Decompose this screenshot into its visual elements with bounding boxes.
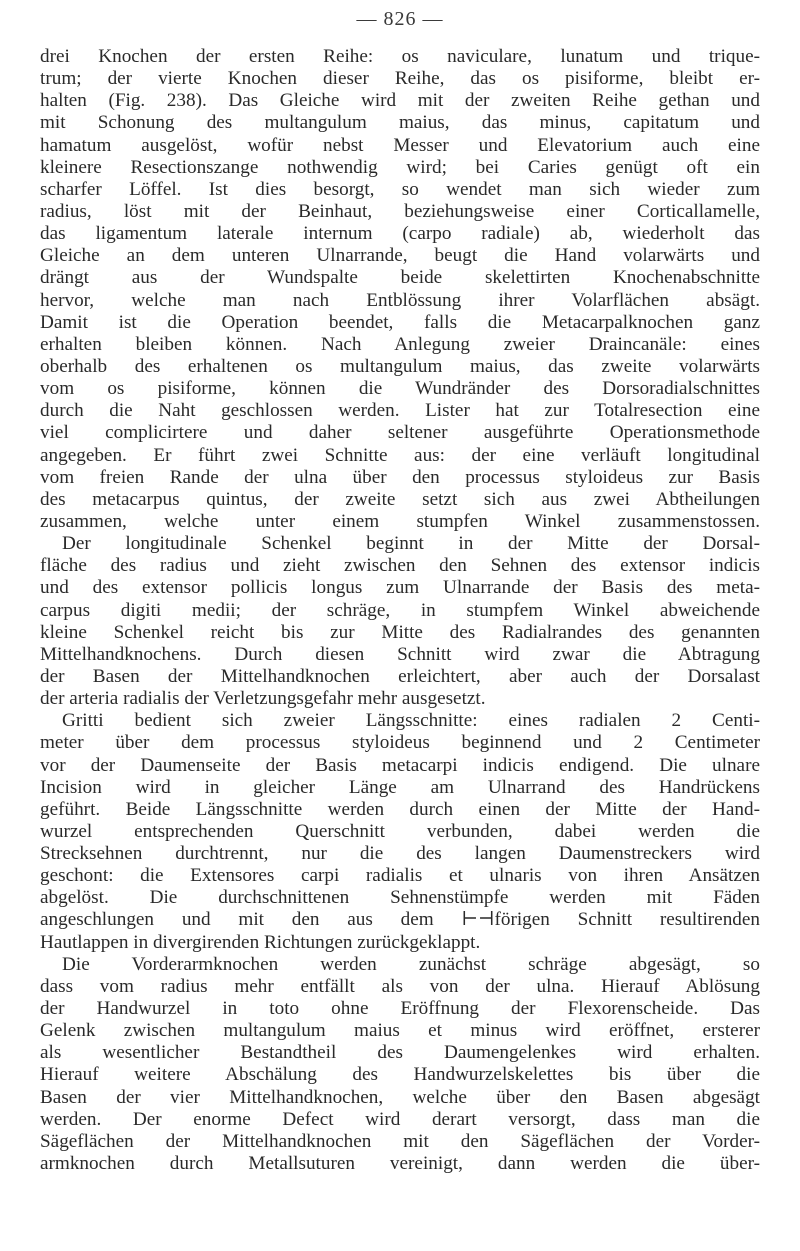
text-line: Hautlappen in divergirenden Richtungen zurückgeklappt. — [40, 931, 481, 953]
text-line: geschont: die Extensores carpi radialis et ulnaris von ihren Ansätzen — [40, 865, 760, 887]
text-line: kleinere Resectionszange nothwendig wird; bei Caries genügt oft ein — [40, 156, 760, 178]
text-line: als wesentlicher Bestandtheil des Daumengelenkes wird erhalten. — [40, 1042, 760, 1064]
text-line: vom freien Rande der ulna über den processus styloideus zur Basis — [40, 466, 760, 488]
text-line: des metacarpus quintus, der zweite setzt sich aus zwei Abtheilungen — [40, 488, 760, 510]
text-line: mit Schonung des multangulum maius, das minus, capitatum und — [40, 112, 760, 134]
text-line: und des extensor pollicis longus zum Ulnarrande der Basis des meta- — [40, 577, 760, 599]
text-line: Der longitudinale Schenkel beginnt in der Mitte der Dorsal- — [62, 533, 760, 555]
text-line: Damit ist die Operation beendet, falls die Metacarpalknochen ganz — [40, 311, 760, 333]
text-line: angegeben. Er führt zwei Schnitte aus: der eine verläuft longitudinal — [40, 444, 760, 466]
text-line: trum; der vierte Knochen dieser Reihe, das os pisiforme, bleibt er- — [40, 68, 760, 90]
text-line: Hierauf weitere Abschälung des Handwurzelskelettes bis über die — [40, 1064, 760, 1086]
text-line: Gelenk zwischen multangulum maius et minus wird eröffnet, ersterer — [40, 1020, 760, 1042]
body-text — [40, 46, 760, 1175]
text-line: durch die Naht geschlossen werden. Lister hat zur Totalresection eine — [40, 400, 760, 422]
text-line: der Basen der Mittelhandknochen erleichtert, aber auch der Dorsalast — [40, 665, 760, 687]
text-line: oberhalb des erhaltenen os multangulum maius, das zweite volarwärts — [40, 355, 760, 377]
text-line: Strecksehnen durchtrennt, nur die des langen Daumenstreckers wird — [40, 843, 760, 865]
text-line: radius, löst mit der Beinhaut, beziehungsweise einer Corticallamelle, — [40, 200, 760, 222]
text-line: Sägeflächen der Mittelhandknochen mit den Sägeflächen der Vorder- — [40, 1130, 760, 1152]
text-line: fläche des radius und zieht zwischen den Sehnen des extensor indicis — [40, 555, 760, 577]
text-line: abgelöst. Die durchschnittenen Sehnenstümpfe werden mit Fäden — [40, 887, 760, 909]
text-line: carpus digiti medii; der schräge, in stumpfem Winkel abweichende — [40, 599, 760, 621]
text-line: der Handwurzel in toto ohne Eröffnung der Flexorenscheide. Das — [40, 998, 760, 1020]
text-line: der arteria radialis der Verletzungsgefahr mehr ausgesetzt. — [40, 688, 486, 710]
text-line: kleine Schenkel reicht bis zur Mitte des Radialrandes des genannten — [40, 621, 760, 643]
text-line: meter über dem processus styloideus beginnend und 2 Centimeter — [40, 732, 760, 754]
text-line: drängt aus der Wundspalte beide skelettirten Knochenabschnitte — [40, 267, 760, 289]
text-line: Mittelhandknochens. Durch diesen Schnitt wird zwar die Abtragung — [40, 643, 760, 665]
text-line: angeschlungen und mit den aus dem ⊢⊣förigen Schnitt resultirenden — [40, 909, 760, 931]
text-line: drei Knochen der ersten Reihe: os naviculare, lunatum und trique- — [40, 46, 760, 67]
text-line: wurzel entsprechenden Querschnitt verbunden, dabei werden die — [40, 820, 760, 842]
text-line: hamatum ausgelöst, wofür nebst Messer und Elevatorium auch eine — [40, 134, 760, 156]
text-line: vor der Daumenseite der Basis metacarpi indicis endigend. Die ulnare — [40, 754, 760, 776]
text-line: Gleiche an dem unteren Ulnarrande, beugt die Hand volarwärts und — [40, 245, 760, 267]
text-line: Gritti bedient sich zweier Längsschnitte: eines radialen 2 Centi- — [62, 710, 760, 732]
text-line: geführt. Beide Längsschnitte werden durch einen der Mitte der Hand- — [40, 798, 760, 820]
text-line: dass vom radius mehr entfällt als von der ulna. Hierauf Ablösung — [40, 975, 760, 997]
text-line: werden. Der enorme Defect wird derart versorgt, dass man die — [40, 1108, 760, 1130]
page-number: — 826 — — [356, 8, 444, 30]
text-line: armknochen durch Metallsuturen vereinigt, dann werden die über- — [40, 1153, 760, 1175]
text-line: erhalten bleiben können. Nach Anlegung zweier Draincanäle: eines — [40, 333, 760, 355]
text-line: scharfer Löffel. Ist dies besorgt, so wendet man sich wieder zum — [40, 178, 760, 200]
text-line: das ligamentum laterale internum (carpo radiale) ab, wiederholt das — [40, 223, 760, 245]
text-line: Incision wird in gleicher Länge am Ulnarrand des Handrückens — [40, 776, 760, 798]
text-line: Die Vorderarmknochen werden zunächst schräge abgesägt, so — [62, 953, 760, 975]
text-line: halten (Fig. 238). Das Gleiche wird mit der zweiten Reihe gethan und — [40, 90, 760, 112]
text-line: hervor, welche man nach Entblössung ihrer Volarflächen absägt. — [40, 289, 760, 311]
text-line: viel complicirtere und daher seltener ausgeführte Operationsmethode — [40, 422, 760, 444]
text-line: Basen der vier Mittelhandknochen, welche über den Basen abgesägt — [40, 1086, 760, 1108]
text-line: zusammen, welche unter einem stumpfen Winkel zusammenstossen. — [40, 510, 760, 532]
text-line: vom os pisiforme, können die Wundränder des Dorsoradialschnittes — [40, 378, 760, 400]
